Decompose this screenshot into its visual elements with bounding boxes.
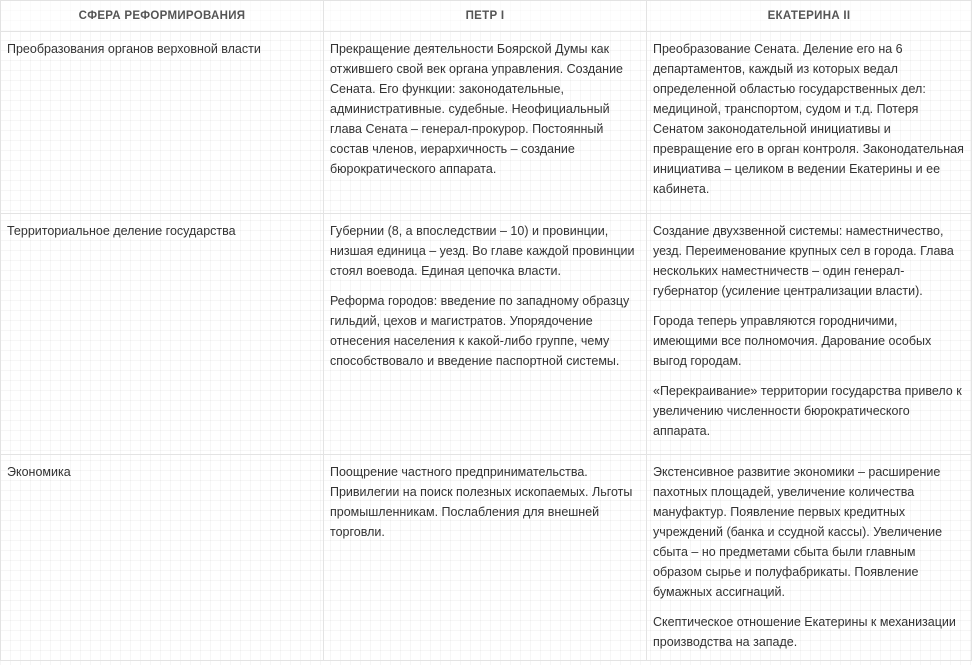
table-row [1,455,972,661]
peter-paragraph: Губернии (8, а впоследствии – 10) и провинции, низшая единица – уезд. Во главе каждой провинции стоял воевода. Единая цепочка власти. [330,224,635,278]
header-catherine: ЕКАТЕРИНА II [647,1,972,32]
header-peter: ПЕТР I [324,1,647,32]
sphere-cell [1,214,324,455]
catherine-cell [647,214,972,455]
catherine-paragraph: Создание двухзвенной системы: наместничество, уезд. Переименование крупных сел в города. Глава нескольких наместничеств – один генерал-губернатор (усиление централизации власти). [653,224,954,298]
sphere-cell [1,455,324,661]
catherine-paragraph: Экстенсивное развитие экономики – расширение пахотных площадей, увеличение количества мануфактур. Появление первых кредитных учреждений (банка и ссудной кассы). Увеличение сбыта – но предметами сбыта были главным образом сырье и полуфабрикаты. Появление бумажных ассигнаций. [653,465,943,599]
catherine-paragraph: Города теперь управляются городничими, имеющими все полномочия. Дарование особых выгод городам. [653,314,932,368]
catherine-cell [647,32,972,214]
sphere-cell [1,32,324,214]
sphere-label: Преобразования органов верховной власти [7,42,261,56]
peter-paragraph: Поощрение частного предпринимательства. Привилегии на поиск полезных ископаемых. Льготы промышленникам. Послабления для внешней торговли. [330,465,633,539]
peter-cell [324,32,647,214]
catherine-paragraph: Скептическое отношение Екатерины к механизации производства на западе. [653,615,956,649]
catherine-paragraph: Преобразование Сената. Деление его на 6 департаментов, каждый из которых ведал определенной областью государственных дел: медициной, транспортом, судом и т.д. Потеря Сенатом законодательной инициативы и превращение его в орган контроля. Законодательная инициатива – целиком в ведении Екатерины и ее кабинета. [653,42,964,196]
table-row [1,32,972,214]
peter-cell [324,455,647,661]
header-sphere: СФЕРА РЕФОРМИРОВАНИЯ [1,1,324,32]
sphere-label: Экономика [7,465,71,479]
catherine-paragraph: «Перекраивание» территории государства привело к увеличению численности бюрократического аппарата. [653,384,962,438]
peter-paragraph: Прекращение деятельности Боярской Думы как отжившего свой век органа управления. Создание Сената. Его функции: законодательные, административные. судебные. Неофициальный глава Сената – генерал-прокурор. Постоянный состав членов, иерархичность – создание бюрократического аппарата. [330,42,624,176]
sphere-label: Территориальное деление государства [7,224,236,238]
table-header-row [1,1,972,32]
catherine-cell [647,455,972,661]
peter-cell [324,214,647,455]
table-row [1,214,972,455]
peter-paragraph: Реформа городов: введение по западному образцу гильдий, цехов и магистратов. Упорядочение отнесения населения к какой-либо группе, чему способствовало и введение паспортной системы. [330,294,630,368]
